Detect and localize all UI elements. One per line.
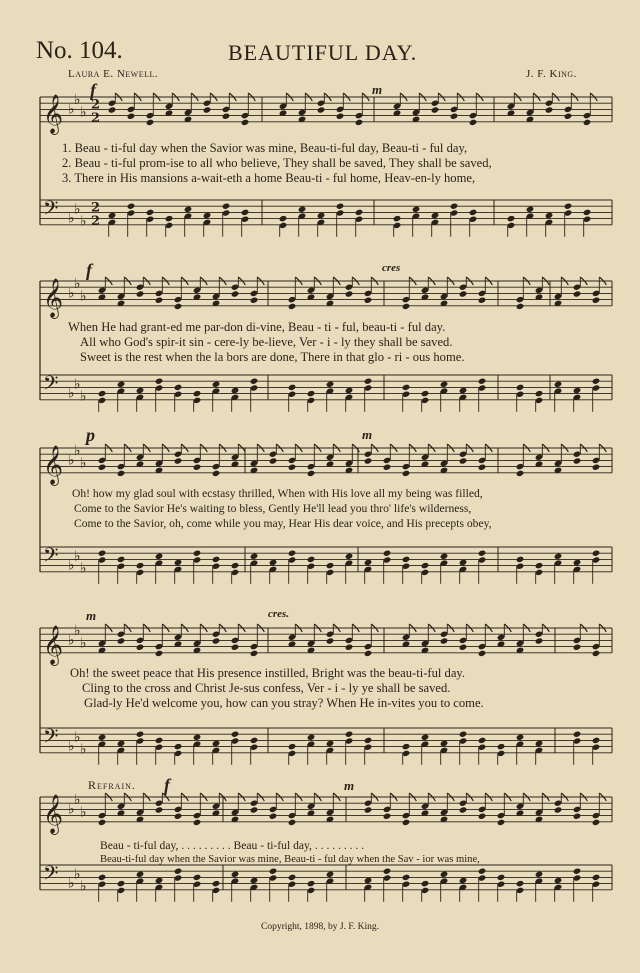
flat-icon: ♭ [74,443,81,460]
flat-icon: ♭ [80,388,87,405]
bass-clef-icon: 𝄢 [43,196,59,225]
flat-icon: ♭ [68,210,75,227]
flat-icon: ♭ [74,276,81,293]
author-credit: Laura E. Newell. [68,68,159,80]
refrain-label: Refrain. [88,778,136,792]
music-system-4 [0,600,640,770]
bass-staff [40,197,612,230]
bass-notes [108,203,592,237]
bass-clef-icon: 𝄢 [43,371,59,400]
dynamic-mark: m [362,427,373,442]
flat-icon: ♭ [74,866,81,883]
lyric-line: When He had grant-ed me par-don di-vine, Beau - ti - ful, beau-ti - ful day. [68,320,446,334]
flat-icon: ♭ [80,455,87,472]
treble-staff [40,92,612,135]
bass-staff [40,725,612,758]
lyric-line: Sweet is the rest when the la bors are done, There in that glo - ri - ous home. [80,350,465,364]
flat-icon: ♭ [80,560,87,577]
flat-icon: ♭ [80,288,87,305]
lyric-line: Come to the Savior He's waiting to bless, Gently He'll lead you thro' life's wilderness, [74,502,472,515]
flat-icon: ♭ [80,878,87,895]
treble-staff [40,276,612,319]
flat-icon: ♭ [68,385,75,402]
bass-notes [98,550,601,584]
lyric-line: 2. Beau - ti-ful prom-ise to all who believe, They shall be saved, They shall be saved, [62,156,492,170]
time-signature: 2 [91,110,101,126]
flat-icon: ♭ [68,801,75,818]
lyric-line: 3. There in His mansions a-wait-eth a home Beau-ti - ful home, Heav-en-ly home, [62,171,476,185]
flat-icon: ♭ [68,285,75,302]
flat-icon: ♭ [68,101,75,118]
flat-icon: ♭ [68,557,75,574]
lyric-line: Oh! the sweet peace that His presence instilled, Bright was the beau-ti-ful day. [70,666,466,680]
dynamic-mark: m [86,608,97,623]
treble-staff [40,792,612,835]
treble-clef-icon: 𝄞 [43,793,64,834]
dynamic-mark: f [90,80,96,100]
flat-icon: ♭ [80,804,87,821]
music-system-1 [0,80,640,260]
flat-icon: ♭ [80,741,87,758]
time-signature: 2 [91,200,101,216]
dynamic-mark: f [86,260,92,280]
treble-clef-icon: 𝄞 [43,444,64,485]
lyric-line: Glad-ly He'd welcome you, how can you stray? When He in-vites you to come. [84,696,484,710]
dynamic-mark: cres [382,262,401,274]
flat-icon: ♭ [68,875,75,892]
dynamic-mark: f [164,775,170,795]
bass-notes [98,378,601,412]
flat-icon: ♭ [74,92,81,109]
hymn-title: BEAUTIFUL DAY. [228,40,418,65]
time-signature: 2 [91,97,101,113]
dynamic-mark: m [344,778,355,793]
flat-icon: ♭ [80,213,87,230]
bass-clef-icon: 𝄢 [43,724,59,753]
flat-icon: ♭ [68,632,75,649]
bass-notes [98,731,601,765]
flat-icon: ♭ [74,729,81,746]
lyric-line: 1. Beau - ti-ful day when the Savior was mine, Beau-ti-ful day, Beau-ti - ful day, [62,141,468,155]
bass-clef-icon: 𝄢 [43,861,59,890]
flat-icon: ♭ [80,635,87,652]
composer-credit: J. F. King. [526,68,577,80]
hymn-number: No. 104. [36,37,123,64]
bass-clef-icon: 𝄢 [43,543,59,572]
lyric-line: Beau - ti-ful day, . . . . . . . . . Beau - ti-ful day, . . . . . . . . . [100,839,365,852]
flat-icon: ♭ [80,104,87,121]
bass-staff [40,372,612,405]
lyric-line: All who God's spir-it sin - cere-ly be-lieve, Ver - i - ly they shall be saved. [80,335,453,349]
lyric-line: Beau-ti-ful day when the Savior was mine, Beau-ti - ful day when the Sav - ior was mine, [100,854,480,865]
flat-icon: ♭ [74,792,81,809]
treble-clef-icon: 𝄞 [43,277,64,318]
music-system-3 [0,425,640,600]
music-system-2 [0,260,640,430]
time-signature: 2 [91,213,101,229]
flat-icon: ♭ [74,623,81,640]
dynamic-mark: p [86,425,95,445]
treble-clef-icon: 𝄞 [43,624,64,665]
dynamic-mark: cres. [268,608,290,620]
music-system-refrain [0,775,640,920]
treble-staff [40,623,612,666]
flat-icon: ♭ [68,452,75,469]
treble-clef-icon: 𝄞 [43,93,64,134]
dynamic-mark: m [372,82,383,97]
treble-staff [40,443,612,486]
bass-notes [98,868,601,902]
lyric-line: Oh! how my glad soul with ecstasy thrilled, When with His love all my being was filled, [72,487,483,500]
copyright-notice: Copyright, 1898, by J. F. King. [261,922,379,932]
flat-icon: ♭ [74,548,81,565]
lyric-line: Come to the Savior, oh, come while you may, Hear His dear voice, and His precepts obey, [74,517,492,530]
flat-icon: ♭ [74,376,81,393]
flat-icon: ♭ [68,738,75,755]
lyric-line: Cling to the cross and Christ Je-sus confess, Ver - i - ly ye shall be saved. [82,681,451,695]
flat-icon: ♭ [74,201,81,218]
bass-staff [40,544,612,577]
